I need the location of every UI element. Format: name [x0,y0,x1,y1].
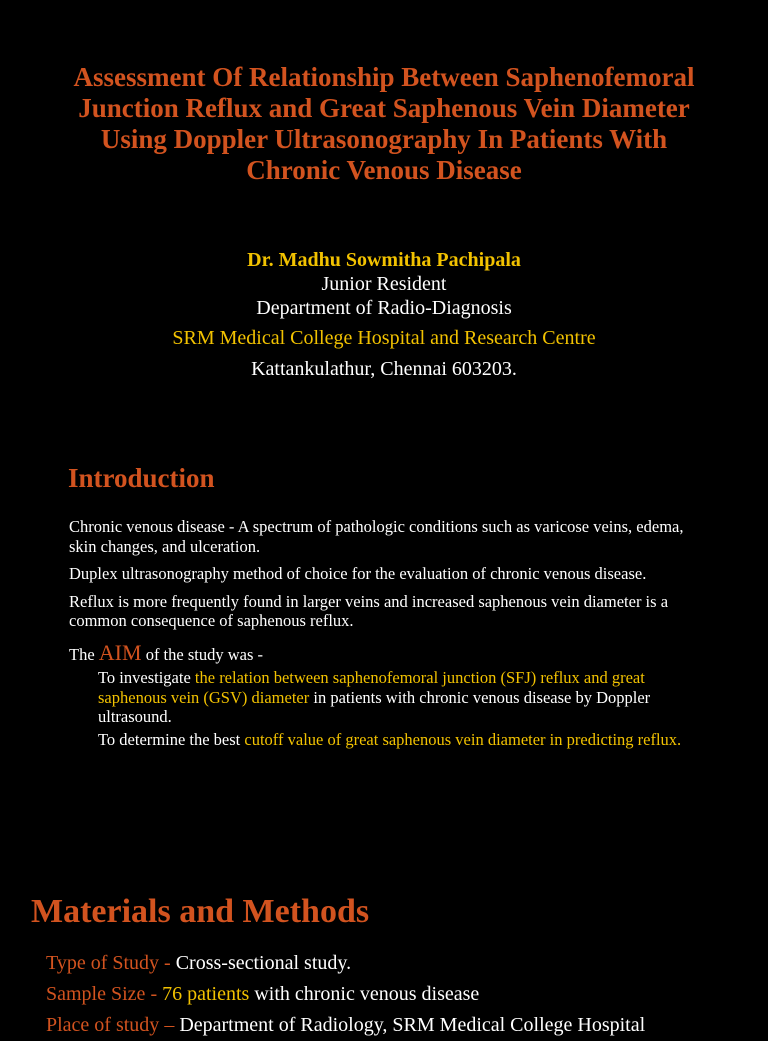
aim-word: AIM [98,639,142,665]
materials-item [46,979,768,1010]
aim-item-highlight: cutoff value of great saphenous vein diameter in predicting reflux. [244,729,682,749]
materials-item-highlight: 76 patients [162,983,250,1005]
aim-item-lead: To determine the best [98,729,241,749]
materials-list [46,948,768,1041]
materials-item-key: Place of study [46,1014,160,1036]
document-title: Assessment Of Relationship Between Saphenofemoral Junction Reflux and Great Saphenous Vein Diameter Using Doppler Ultrasonography In Patients With Chronic Venous Disease [73,62,695,185]
author-institution: SRM Medical College Hospital and Research Centre [172,327,596,349]
aim-suffix: of the study was - [145,644,264,664]
aim-list [69,668,709,749]
author-address: Kattankulathur, Chennai 603203. [251,358,517,380]
materials-item [46,948,768,979]
author-role: Junior Resident [321,273,447,295]
intro-paragraph: Duplex ultrasonography method of choice for the evaluation of chronic venous disease. [69,564,647,583]
materials-item-sep: - [159,952,176,974]
introduction-body [69,517,709,752]
materials-item-value: with chronic venous disease [249,983,480,1005]
materials-item-key: Sample Size [46,983,146,1005]
aim-item-highlight: the relation between saphenofemoral junction (SFJ) reflux and great saphenous vein (GSV) diameter [98,668,645,707]
materials-item-value: Department of Radiology, SRM Medical College Hospital [179,1014,646,1036]
materials-item-sep: – [159,1014,180,1036]
materials-heading: Materials and Methods [31,893,370,930]
aim-line [69,639,709,665]
author-block [84,248,684,381]
materials-item-sep: - [145,983,163,1005]
intro-paragraph: Chronic venous disease - A spectrum of pathologic conditions such as varicose veins, edema, skin changes, and ulceration. [69,517,684,556]
author-department: Department of Radio-Diagnosis [256,297,512,319]
materials-item-value: Cross-sectional study. [175,952,352,974]
aim-item [98,730,709,750]
intro-paragraph: Reflux is more frequently found in larger veins and increased saphenous vein diameter is a common consequence of saphenous reflux. [69,591,669,630]
aim-item-tail: in patients with chronic venous disease by Doppler ultrasound. [98,687,651,726]
aim-item [98,668,709,727]
aim-prefix: The [69,644,95,664]
aim-item-lead: To investigate [98,668,191,687]
introduction-heading: Introduction [68,463,215,493]
title-block [60,62,708,186]
materials-item-key: Type of Study [46,952,160,974]
author-name: Dr. Madhu Sowmitha Pachipala [247,249,521,271]
materials-item [46,1010,768,1041]
